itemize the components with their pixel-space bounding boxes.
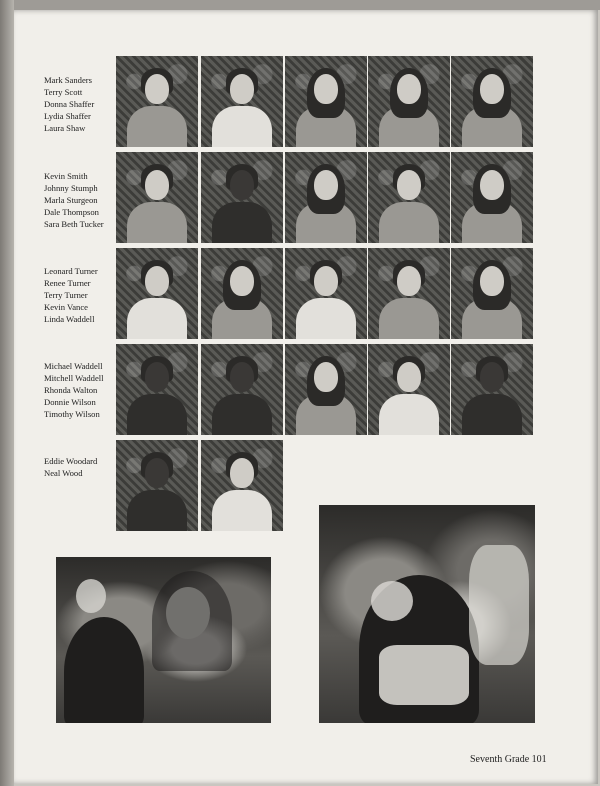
student-portrait (285, 344, 367, 435)
name-list-row-3 (44, 265, 116, 325)
student-portrait (368, 152, 450, 243)
student-portrait (451, 56, 533, 147)
student-name: Michael Waddell (44, 361, 103, 371)
student-name: Donnie Wilson (44, 397, 96, 407)
student-portrait (116, 56, 198, 147)
student-name: Johnny Stumph (44, 183, 98, 193)
candid-photo-cafeteria-girls (56, 557, 271, 723)
student-name: Donna Shaffer (44, 99, 95, 109)
name-list-row-2 (44, 170, 116, 230)
name-list-row-1 (44, 74, 116, 134)
page-footer (470, 754, 547, 765)
student-portrait (201, 248, 283, 339)
student-name: Sara Beth Tucker (44, 219, 104, 229)
scan-top-edge (0, 0, 600, 10)
student-name: Terry Scott (44, 87, 83, 97)
student-portrait (201, 344, 283, 435)
student-name: Lydia Shaffer (44, 111, 91, 121)
student-name: Eddie Woodard (44, 456, 98, 466)
student-name: Kevin Vance (44, 302, 88, 312)
student-portrait (451, 248, 533, 339)
student-name: Dale Thompson (44, 207, 99, 217)
student-portrait (116, 152, 198, 243)
student-portrait (285, 248, 367, 339)
student-name: Leonard Turner (44, 266, 98, 276)
student-portrait (201, 56, 283, 147)
student-name: Renee Turner (44, 278, 91, 288)
student-portrait (285, 152, 367, 243)
student-name: Timothy Wilson (44, 409, 100, 419)
student-portrait (201, 440, 283, 531)
student-name: Kevin Smith (44, 171, 88, 181)
student-name: Laura Shaw (44, 123, 86, 133)
name-list-row-4 (44, 360, 116, 420)
student-portrait (451, 152, 533, 243)
student-name: Neal Wood (44, 468, 83, 478)
student-portrait (451, 344, 533, 435)
student-portrait (116, 344, 198, 435)
page-binding-gutter (0, 0, 14, 786)
student-portrait (116, 248, 198, 339)
student-name: Mark Sanders (44, 75, 92, 85)
candid-photo-cafeteria-lunch (319, 505, 535, 723)
student-name: Marla Sturgeon (44, 195, 98, 205)
student-name: Terry Turner (44, 290, 88, 300)
student-name: Mitchell Waddell (44, 373, 104, 383)
name-list-row-5 (44, 455, 116, 479)
student-name: Rhonda Walton (44, 385, 98, 395)
footer-page-number: 101 (531, 754, 547, 765)
student-portrait (201, 152, 283, 243)
student-name: Linda Waddell (44, 314, 95, 324)
student-portrait (285, 56, 367, 147)
student-portrait (368, 56, 450, 147)
student-portrait (368, 344, 450, 435)
student-portrait (368, 248, 450, 339)
footer-section-label: Seventh Grade (470, 754, 530, 765)
student-portrait (116, 440, 198, 531)
